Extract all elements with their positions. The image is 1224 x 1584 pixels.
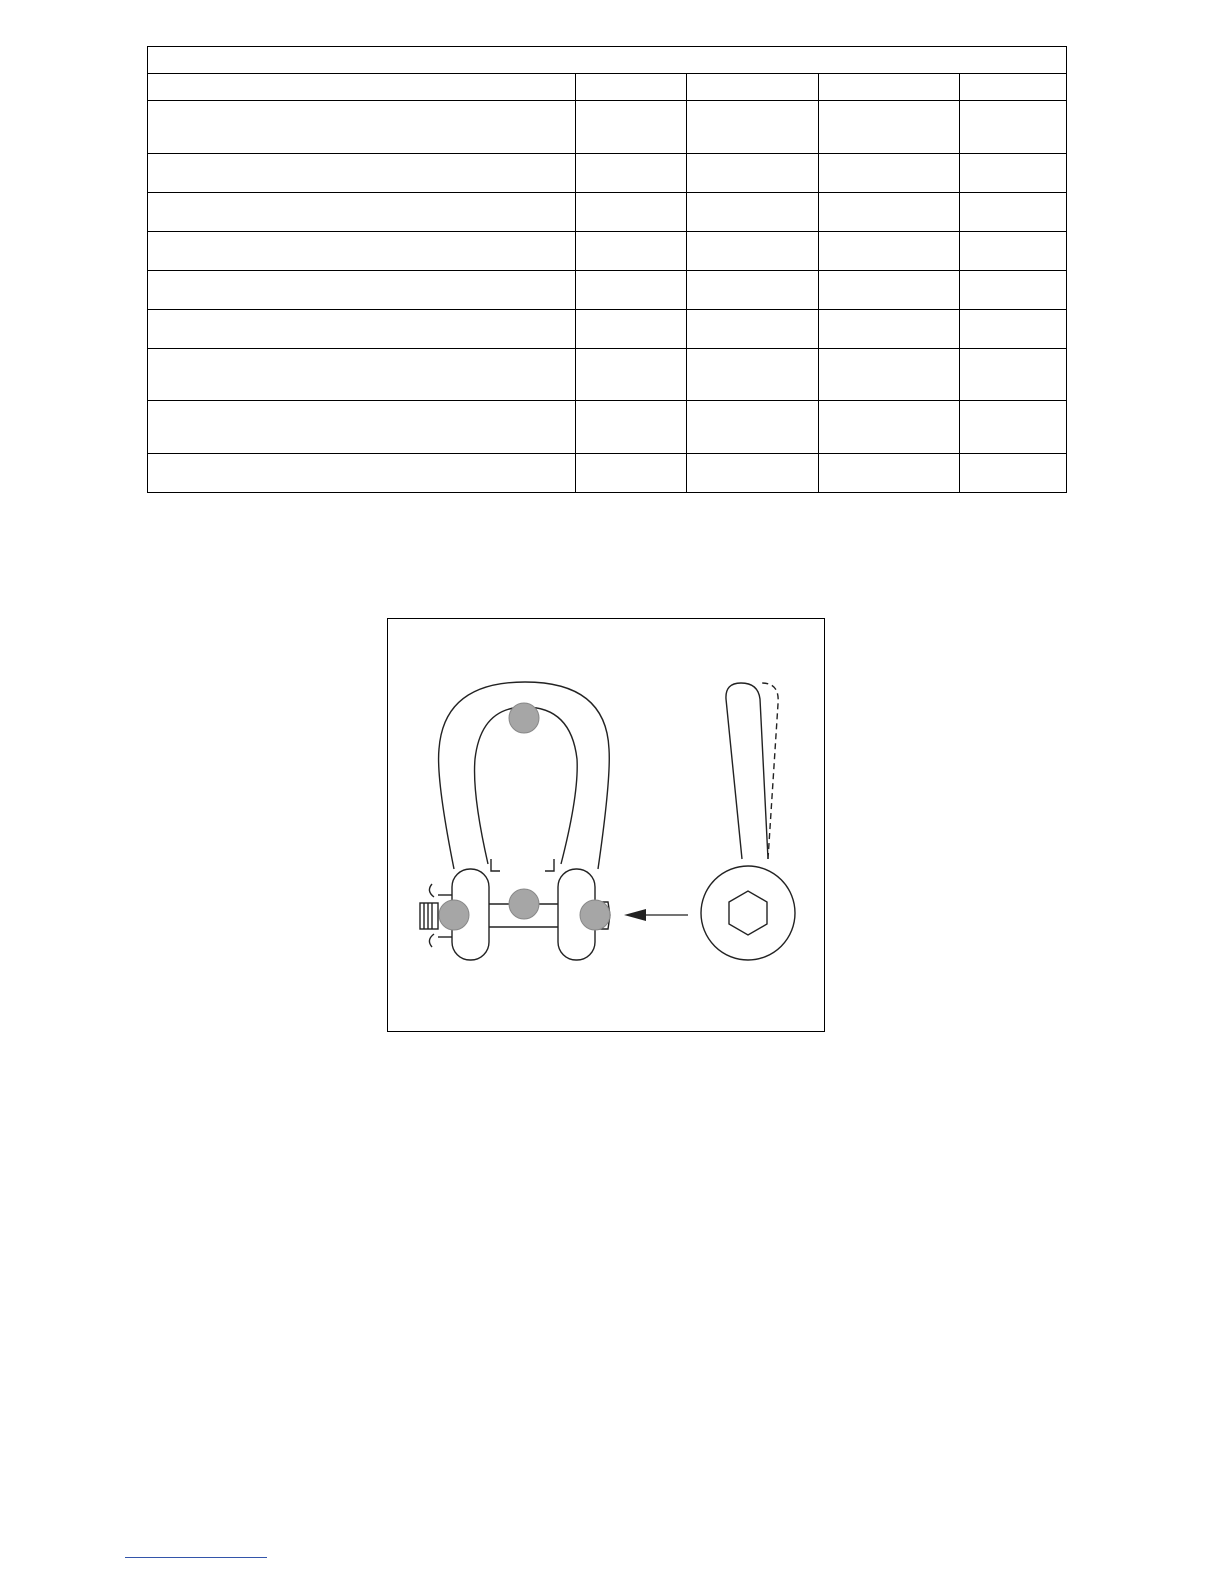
table-cell (819, 271, 960, 310)
inspection-point-crown (509, 703, 539, 733)
table-cell (819, 349, 960, 401)
table-header-cell (148, 74, 576, 101)
table-header-cell (687, 74, 819, 101)
table-cell (148, 193, 576, 232)
table-cell (576, 154, 687, 193)
table-cell (960, 232, 1067, 271)
table-cell (576, 101, 687, 154)
table-row (148, 154, 1067, 193)
table-cell (687, 454, 819, 493)
table-row (148, 101, 1067, 154)
table-header-cell (576, 74, 687, 101)
table-row (148, 193, 1067, 232)
shackle-drawing (388, 619, 826, 1033)
table-cell (148, 232, 576, 271)
table-cell (819, 101, 960, 154)
table-cell (960, 154, 1067, 193)
pin-side-view (701, 683, 795, 960)
table-cell (576, 349, 687, 401)
table-cell (960, 401, 1067, 454)
table-cell (819, 154, 960, 193)
table-cell (687, 232, 819, 271)
shackle-figure (387, 618, 825, 1032)
table-cell (687, 101, 819, 154)
table-title-row (148, 47, 1067, 74)
table-cell (148, 310, 576, 349)
table-cell (687, 310, 819, 349)
table-row (148, 271, 1067, 310)
table-cell (960, 310, 1067, 349)
table-cell (687, 154, 819, 193)
inspection-table (147, 46, 1067, 493)
table-cell (576, 232, 687, 271)
table-cell (819, 310, 960, 349)
table-cell (819, 401, 960, 454)
table-header-cell (819, 74, 960, 101)
table-cell (960, 454, 1067, 493)
table-cell (819, 193, 960, 232)
table-cell (960, 271, 1067, 310)
table-row (148, 401, 1067, 454)
table-cell (576, 271, 687, 310)
inspection-point-right-eye (580, 900, 610, 930)
table-row (148, 349, 1067, 401)
table-cell (960, 101, 1067, 154)
table-row (148, 310, 1067, 349)
table-title-cell (148, 47, 1067, 74)
table-header-row (148, 74, 1067, 101)
table-cell (576, 454, 687, 493)
footer-link-underline (125, 1557, 267, 1558)
table-cell (687, 401, 819, 454)
table-cell (960, 193, 1067, 232)
table-cell (819, 454, 960, 493)
table-cell (819, 232, 960, 271)
table-cell (576, 310, 687, 349)
table-cell (687, 193, 819, 232)
table-row (148, 454, 1067, 493)
table-cell (687, 271, 819, 310)
table-cell (148, 349, 576, 401)
table-cell (148, 101, 576, 154)
table-cell (960, 349, 1067, 401)
direction-arrow (624, 909, 688, 921)
table-cell (576, 401, 687, 454)
table-cell (576, 193, 687, 232)
table-cell (148, 271, 576, 310)
table-cell (687, 349, 819, 401)
inspection-point-pin-center (509, 889, 539, 919)
table-header-cell (960, 74, 1067, 101)
table-cell (148, 154, 576, 193)
table-row (148, 232, 1067, 271)
table-cell (148, 401, 576, 454)
table-cell (148, 454, 576, 493)
inspection-point-left-eye (439, 900, 469, 930)
